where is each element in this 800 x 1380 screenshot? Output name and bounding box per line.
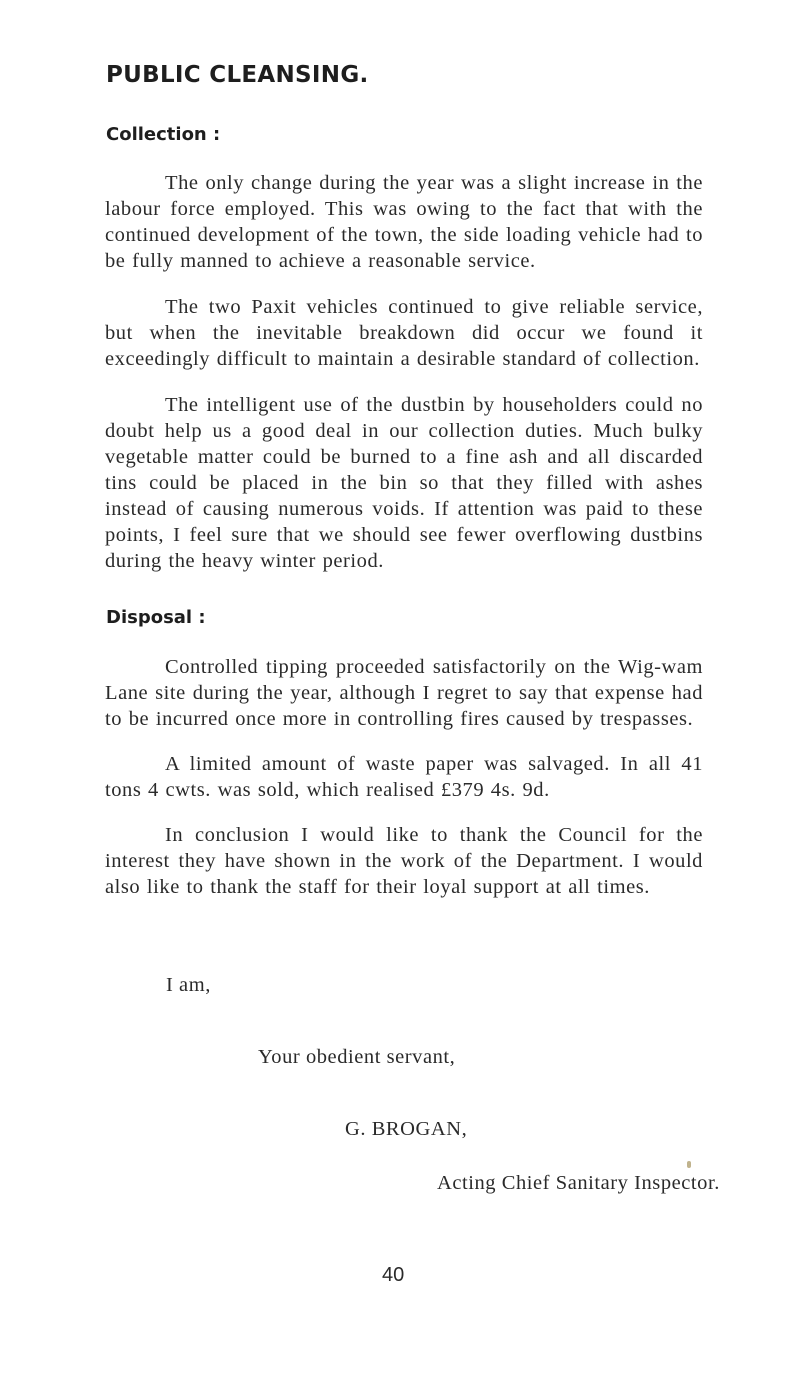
closing-greeting: I am, xyxy=(166,974,211,996)
collection-paragraph: The two Paxit vehicles continued to give reliable service, but when the inevitable breakdown did occur we found it exceedingly difficult to maintain a desirable standard of collection. xyxy=(105,296,703,370)
signatory-position: Acting Chief Sanitary Inspector. xyxy=(437,1172,720,1194)
page-title: PUBLIC CLEANSING. xyxy=(106,62,369,88)
signatory-name: G. BROGAN, xyxy=(345,1118,468,1140)
conclusion-paragraph: In conclusion I would like to thank the Council for the interest they have shown in the work of the Department. I would also like to thank the staff for their loyal support at all times. xyxy=(105,824,703,898)
disposal-paragraph: A limited amount of waste paper was salvaged. In all 41 tons 4 cwts. was sold, which realised £379 4s. 9d. xyxy=(105,753,703,801)
disposal-paragraph: Controlled tipping proceeded satisfactorily on the Wig-wam Lane site during the year, although I regret to say that expense had to be incurred once more in controlling fires caused by trespasses. xyxy=(105,656,703,730)
collection-paragraph: The intelligent use of the dustbin by householders could no doubt help us a good deal in our collection duties. Much bulky vegetable matter could be burned to a fine ash and all discarded tins could be placed in the bin so that they filled with ashes instead of causing numerous voids. If attention was paid to these points, I feel sure that we should see fewer overflowing dustbins during the heavy winter period. xyxy=(105,394,703,572)
collection-paragraph: The only change during the year was a slight increase in the labour force employed. This was owing to the fact that with the continued development of the town, the side loading vehicle had to be fully manned to achieve a reasonable service. xyxy=(105,172,703,272)
print-speck xyxy=(687,1161,691,1168)
page-number: 40 xyxy=(382,1264,405,1286)
section-heading-collection: Collection : xyxy=(106,124,221,145)
closing-valediction: Your obedient servant, xyxy=(258,1046,456,1068)
section-heading-disposal: Disposal : xyxy=(106,607,206,628)
